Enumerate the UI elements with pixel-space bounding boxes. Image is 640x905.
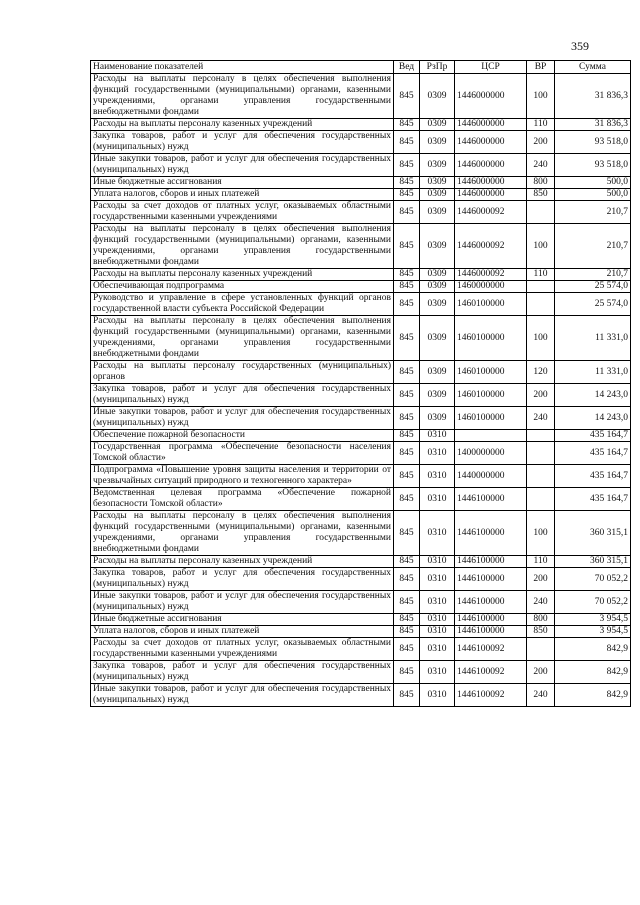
cell-vr: 110 (527, 119, 555, 131)
cell-name: Расходы на выплаты персоналу в целях обеспечения выполнения функций государственными (муниципальными) органами, казенными учреждениями, органами управления государственными внебюджетными фондами (91, 224, 394, 269)
cell-rzpr: 0310 (420, 614, 455, 626)
cell-rzpr: 0310 (420, 465, 455, 488)
cell-rzpr: 0309 (420, 316, 455, 361)
table-row (91, 465, 631, 488)
cell-sum: 93 518,0 (555, 154, 631, 177)
cell-ved: 845 (394, 154, 420, 177)
cell-ved: 845 (394, 488, 420, 511)
cell-sum: 25 574,0 (555, 293, 631, 316)
cell-sum: 70 052,2 (555, 591, 631, 614)
cell-ved: 845 (394, 281, 420, 293)
table-row (91, 556, 631, 568)
cell-ved: 845 (394, 384, 420, 407)
cell-csr: 1460100000 (455, 293, 527, 316)
cell-sum: 500,0 (555, 189, 631, 201)
cell-name: Расходы на выплаты персоналу в целях обеспечения выполнения функций государственными (муниципальными) органами, казенными учреждениями, органами управления государственными внебюджетными фондами (91, 74, 394, 119)
table-row (91, 430, 631, 442)
cell-rzpr: 0309 (420, 131, 455, 154)
table-row (91, 661, 631, 684)
table-row (91, 119, 631, 131)
cell-name: Расходы на выплаты персоналу казенных учреждений (91, 119, 394, 131)
cell-rzpr: 0310 (420, 661, 455, 684)
cell-csr: 1446000000 (455, 154, 527, 177)
cell-ved: 845 (394, 224, 420, 269)
cell-sum: 842,9 (555, 684, 631, 707)
cell-name: Закупка товаров, работ и услуг для обеспечения государственных (муниципальных) нужд (91, 131, 394, 154)
cell-rzpr: 0310 (420, 568, 455, 591)
cell-vr: 200 (527, 568, 555, 591)
cell-rzpr: 0309 (420, 269, 455, 281)
cell-name: Государственная программа «Обеспечение безопасности населения Томской области» (91, 442, 394, 465)
cell-sum: 435 164,7 (555, 465, 631, 488)
table-row (91, 568, 631, 591)
cell-sum: 435 164,7 (555, 442, 631, 465)
table-row (91, 281, 631, 293)
cell-ved: 845 (394, 74, 420, 119)
cell-name: Иные бюджетные ассигнования (91, 614, 394, 626)
table-header-row (91, 61, 631, 74)
cell-csr (455, 430, 527, 442)
cell-vr: 240 (527, 154, 555, 177)
budget-table (90, 60, 631, 707)
cell-vr (527, 488, 555, 511)
cell-ved: 845 (394, 201, 420, 224)
header-rzpr: РзПр (420, 61, 455, 74)
cell-csr: 1446000000 (455, 177, 527, 189)
cell-sum: 14 243,0 (555, 384, 631, 407)
cell-ved: 845 (394, 361, 420, 384)
cell-vr: 100 (527, 74, 555, 119)
cell-ved: 845 (394, 465, 420, 488)
cell-vr (527, 201, 555, 224)
cell-rzpr: 0310 (420, 638, 455, 661)
cell-name: Иные закупки товаров, работ и услуг для обеспечения государственных (муниципальных) нужд (91, 154, 394, 177)
cell-rzpr: 0309 (420, 407, 455, 430)
cell-sum: 14 243,0 (555, 407, 631, 430)
cell-vr (527, 442, 555, 465)
cell-sum: 210,7 (555, 269, 631, 281)
table-body (91, 74, 631, 707)
cell-vr (527, 281, 555, 293)
cell-sum: 25 574,0 (555, 281, 631, 293)
cell-ved: 845 (394, 131, 420, 154)
cell-vr: 850 (527, 626, 555, 638)
cell-csr: 1446100000 (455, 556, 527, 568)
table-row (91, 614, 631, 626)
table-row (91, 684, 631, 707)
table-row (91, 591, 631, 614)
cell-vr: 110 (527, 269, 555, 281)
cell-vr: 120 (527, 361, 555, 384)
cell-name: Обеспечивающая подпрограмма (91, 281, 394, 293)
cell-vr: 240 (527, 684, 555, 707)
cell-rzpr: 0309 (420, 119, 455, 131)
cell-sum: 3 954,5 (555, 626, 631, 638)
cell-name: Расходы на выплаты персоналу казенных учреждений (91, 556, 394, 568)
cell-sum: 93 518,0 (555, 131, 631, 154)
cell-rzpr: 0310 (420, 591, 455, 614)
cell-rzpr: 0309 (420, 74, 455, 119)
cell-rzpr: 0310 (420, 556, 455, 568)
cell-ved: 845 (394, 407, 420, 430)
table-row (91, 511, 631, 556)
cell-sum: 70 052,2 (555, 568, 631, 591)
cell-sum: 500,0 (555, 177, 631, 189)
cell-name: Руководство и управление в сфере установленных функций органов государственной власти субъекта Российской Федерации (91, 293, 394, 316)
cell-vr: 200 (527, 661, 555, 684)
cell-csr: 1446100000 (455, 614, 527, 626)
cell-csr: 1446000000 (455, 189, 527, 201)
cell-sum: 842,9 (555, 661, 631, 684)
cell-csr: 1446100000 (455, 626, 527, 638)
cell-csr: 1460100000 (455, 384, 527, 407)
table-row (91, 638, 631, 661)
cell-csr: 1446100092 (455, 638, 527, 661)
cell-vr: 100 (527, 224, 555, 269)
cell-sum: 31 836,3 (555, 74, 631, 119)
cell-name: Расходы за счет доходов от платных услуг, оказываемых областными государственными казенными учреждениями (91, 638, 394, 661)
cell-vr: 800 (527, 614, 555, 626)
cell-name: Обеспечение пожарной безопасности (91, 430, 394, 442)
cell-sum: 210,7 (555, 224, 631, 269)
table-row (91, 442, 631, 465)
cell-sum: 210,7 (555, 201, 631, 224)
cell-sum: 11 331,0 (555, 316, 631, 361)
cell-rzpr: 0310 (420, 684, 455, 707)
cell-csr: 1446000092 (455, 224, 527, 269)
cell-ved: 845 (394, 430, 420, 442)
cell-ved: 845 (394, 442, 420, 465)
cell-rzpr: 0309 (420, 189, 455, 201)
cell-csr: 1446000092 (455, 201, 527, 224)
header-vr: ВР (527, 61, 555, 74)
cell-csr: 1446100000 (455, 591, 527, 614)
cell-sum: 360 315,1 (555, 556, 631, 568)
cell-rzpr: 0309 (420, 361, 455, 384)
cell-name: Подпрограмма «Повышение уровня защиты населения и территории от чрезвычайных ситуаций природного и техногенного характера» (91, 465, 394, 488)
cell-name: Расходы на выплаты персоналу казенных учреждений (91, 269, 394, 281)
cell-sum: 3 954,5 (555, 614, 631, 626)
table-row (91, 201, 631, 224)
cell-rzpr: 0310 (420, 626, 455, 638)
cell-csr: 1446100092 (455, 661, 527, 684)
cell-rzpr: 0310 (420, 511, 455, 556)
cell-csr: 1460100000 (455, 361, 527, 384)
cell-name: Иные закупки товаров, работ и услуг для обеспечения государственных (муниципальных) нужд (91, 591, 394, 614)
cell-rzpr: 0310 (420, 442, 455, 465)
cell-csr: 1446100000 (455, 511, 527, 556)
cell-rzpr: 0309 (420, 293, 455, 316)
cell-ved: 845 (394, 638, 420, 661)
cell-vr: 240 (527, 407, 555, 430)
cell-sum: 360 315,1 (555, 511, 631, 556)
cell-sum: 435 164,7 (555, 430, 631, 442)
cell-ved: 845 (394, 614, 420, 626)
table-row (91, 189, 631, 201)
table-row (91, 407, 631, 430)
cell-csr: 1400000000 (455, 442, 527, 465)
cell-csr: 1440000000 (455, 465, 527, 488)
table-row (91, 131, 631, 154)
table-row (91, 224, 631, 269)
cell-ved: 845 (394, 269, 420, 281)
cell-csr: 1446000000 (455, 74, 527, 119)
cell-rzpr: 0309 (420, 201, 455, 224)
cell-vr (527, 293, 555, 316)
table-row (91, 293, 631, 316)
cell-vr: 240 (527, 591, 555, 614)
cell-csr: 1460100000 (455, 407, 527, 430)
cell-name: Иные закупки товаров, работ и услуг для обеспечения государственных (муниципальных) нужд (91, 684, 394, 707)
cell-rzpr: 0309 (420, 384, 455, 407)
cell-name: Расходы на выплаты персоналу в целях обеспечения выполнения функций государственными (муниципальными) органами, казенными учреждениями, органами управления государственными внебюджетными фондами (91, 316, 394, 361)
cell-ved: 845 (394, 119, 420, 131)
cell-sum: 842,9 (555, 638, 631, 661)
cell-csr: 1446000092 (455, 269, 527, 281)
table-row (91, 269, 631, 281)
cell-csr: 1460000000 (455, 281, 527, 293)
cell-csr: 1446000000 (455, 131, 527, 154)
table-row (91, 488, 631, 511)
cell-csr: 1446100092 (455, 684, 527, 707)
table-row (91, 316, 631, 361)
cell-csr: 1446000000 (455, 119, 527, 131)
cell-vr (527, 638, 555, 661)
cell-ved: 845 (394, 626, 420, 638)
cell-ved: 845 (394, 568, 420, 591)
cell-ved: 845 (394, 661, 420, 684)
cell-rzpr: 0309 (420, 224, 455, 269)
header-sum: Сумма (555, 61, 631, 74)
cell-name: Закупка товаров, работ и услуг для обеспечения государственных (муниципальных) нужд (91, 384, 394, 407)
cell-vr: 100 (527, 511, 555, 556)
header-ved: Вед (394, 61, 420, 74)
cell-vr: 800 (527, 177, 555, 189)
cell-name: Закупка товаров, работ и услуг для обеспечения государственных (муниципальных) нужд (91, 661, 394, 684)
cell-name: Ведомственная целевая программа «Обеспечение пожарной безопасности Томской области» (91, 488, 394, 511)
cell-vr: 200 (527, 384, 555, 407)
table-row (91, 384, 631, 407)
cell-ved: 845 (394, 684, 420, 707)
table-row (91, 626, 631, 638)
table-row (91, 74, 631, 119)
cell-csr: 1446100000 (455, 568, 527, 591)
cell-name: Расходы за счет доходов от платных услуг, оказываемых областными государственными казенными учреждениями (91, 201, 394, 224)
cell-sum: 11 331,0 (555, 361, 631, 384)
cell-name: Иные бюджетные ассигнования (91, 177, 394, 189)
table-row (91, 154, 631, 177)
cell-ved: 845 (394, 591, 420, 614)
page-number: 359 (571, 39, 589, 53)
cell-vr (527, 465, 555, 488)
cell-rzpr: 0310 (420, 488, 455, 511)
cell-name: Закупка товаров, работ и услуг для обеспечения государственных (муниципальных) нужд (91, 568, 394, 591)
table-row (91, 177, 631, 189)
cell-sum: 435 164,7 (555, 488, 631, 511)
header-csr: ЦСР (455, 61, 527, 74)
cell-vr: 200 (527, 131, 555, 154)
cell-csr: 1460100000 (455, 316, 527, 361)
cell-ved: 845 (394, 293, 420, 316)
cell-vr: 110 (527, 556, 555, 568)
cell-rzpr: 0310 (420, 430, 455, 442)
cell-vr: 100 (527, 316, 555, 361)
cell-ved: 845 (394, 316, 420, 361)
cell-rzpr: 0309 (420, 177, 455, 189)
cell-vr: 850 (527, 189, 555, 201)
cell-name: Расходы на выплаты персоналу в целях обеспечения выполнения функций государственными (муниципальными) органами, казенными учреждениями, органами управления государственными внебюджетными фондами (91, 511, 394, 556)
cell-sum: 31 836,3 (555, 119, 631, 131)
cell-rzpr: 0309 (420, 281, 455, 293)
header-name: Наименование показателей (91, 61, 394, 74)
table-row (91, 361, 631, 384)
cell-name: Иные закупки товаров, работ и услуг для обеспечения государственных (муниципальных) нужд (91, 407, 394, 430)
cell-csr: 1446100000 (455, 488, 527, 511)
cell-ved: 845 (394, 511, 420, 556)
cell-name: Уплата налогов, сборов и иных платежей (91, 189, 394, 201)
cell-ved: 845 (394, 189, 420, 201)
cell-vr (527, 430, 555, 442)
cell-name: Расходы на выплаты персоналу государственных (муниципальных) органов (91, 361, 394, 384)
cell-name: Уплата налогов, сборов и иных платежей (91, 626, 394, 638)
cell-rzpr: 0309 (420, 154, 455, 177)
cell-ved: 845 (394, 177, 420, 189)
cell-ved: 845 (394, 556, 420, 568)
